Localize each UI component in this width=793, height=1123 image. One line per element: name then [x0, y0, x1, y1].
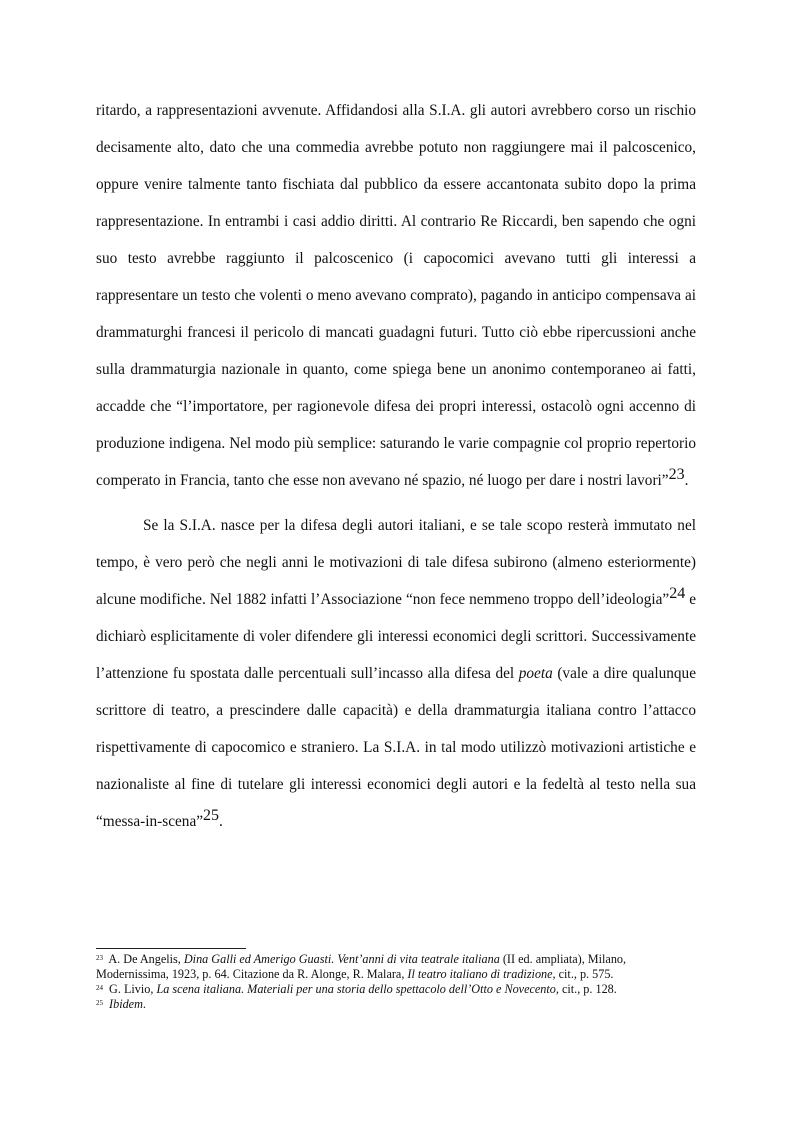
paragraph-2-poeta: poeta [518, 665, 553, 682]
footnote-24-text-b: , cit., p. 128. [555, 982, 617, 996]
footnote-25-text-b: . [142, 997, 146, 1011]
paragraph-2-end: . [219, 813, 223, 830]
footnote-24-number: 24 [96, 984, 103, 992]
footnote-ref-23[interactable]: 23 [668, 466, 685, 483]
footnote-23-number: 23 [96, 954, 103, 962]
footnote-23-text-c: , cit., p. 575. [552, 967, 614, 981]
paragraph-1-text: ritardo, a rappresentazioni avvenute. Affidandosi alla S.I.A. gli autori avrebbero corso un rischio decisamente alto, dato che una commedia avrebbe potuto non raggiungere mai il palcoscenico, oppure venire talmente tanto fischiata dal pubblico da essere accantonata subito dopo la prima rappresentazione. In entrambi i casi addio diritti. Al contrario Re Riccardi, ben sapendo che ogni suo testo avrebbe raggiunto il palcoscenico (i capocomici avevano tutti gli interessi a rappresentare un testo che volenti o meno avevano comprato), pagando in anticipo compensava ai drammaturghi francesi il pericolo di mancati guadagni futuri. Tutto ciò ebbe ripercussioni anche sulla drammaturgia nazionale in quanto, come spiega bene un anonimo contemporaneo ai fatti, accadde che “l’importatore, per ragionevole difesa dei propri interessi, ostacolò ogni accenno di produzione indigena. Nel modo più semplice: saturando le varie compagnie col proprio repertorio comperato in Francia, tanto che esse non avevano né spazio, né luogo per dare i nostri lavori” [96, 102, 696, 489]
paragraph-2-text-b: e dichiarò esplicitamente di voler difendere gli interessi economici degli scrittori. Successivamente l’attenzione fu spostata dalle percentuali sull’incasso alla difesa del [96, 591, 696, 682]
footnote-23-title2: Il teatro italiano di tradizione [407, 967, 553, 981]
footnote-23-title: Dina Galli ed Amerigo Guasti. Vent’anni di vita teatrale italiana [183, 952, 500, 966]
footnote-separator [96, 948, 246, 949]
footnote-23-text-a: A. De Angelis, [106, 952, 184, 966]
footnote-ref-25[interactable]: 25 [203, 807, 220, 824]
paragraph-2 [96, 507, 696, 840]
footnote-24-title: La scena italiana. Materiali per una storia dello spettacolo dell’Otto e Novecento [156, 982, 556, 996]
paragraph-1 [96, 92, 696, 499]
footnote-ref-24[interactable]: 24 [669, 585, 686, 602]
paragraph-1-end: . [684, 472, 689, 489]
paragraph-2-text-c: (vale a dire qualunque scrittore di teatro, a prescindere dalle capacità) e della drammaturgia italiana contro l’attacco rispettivamente di capocomico e straniero. La S.I.A. in tal modo utilizzò motivazioni artistiche e nazionaliste al fine di tutelare gli interessi economici degli autori e la fedeltà al testo nella sua “messa-in-scena” [96, 665, 696, 830]
paragraph-2-text-a: Se la S.I.A. nasce per la difesa degli autori italiani, e se tale scopo resterà immutato nel tempo, è vero però che negli anni le motivazioni di tale difesa subirono (almeno esteriormente) alcune modifiche. Nel 1882 infatti l’Associazione “non fece nemmeno troppo dell’ideologia” [96, 517, 696, 608]
footnotes [96, 952, 696, 1012]
body-text [96, 92, 696, 840]
footnote-24 [96, 982, 696, 997]
footnote-25-title: Ibidem [109, 997, 143, 1011]
footnote-23-text-b: (II ed. ampliata), Milano, Modernissima, 1923, p. 64. Citazione da R. Alonge, R. Malara, [96, 952, 627, 981]
footnote-25 [96, 997, 696, 1012]
footnote-25-number: 25 [96, 999, 103, 1007]
footnote-23 [96, 952, 696, 982]
footnote-24-text-a: G. Livio, [106, 982, 157, 996]
